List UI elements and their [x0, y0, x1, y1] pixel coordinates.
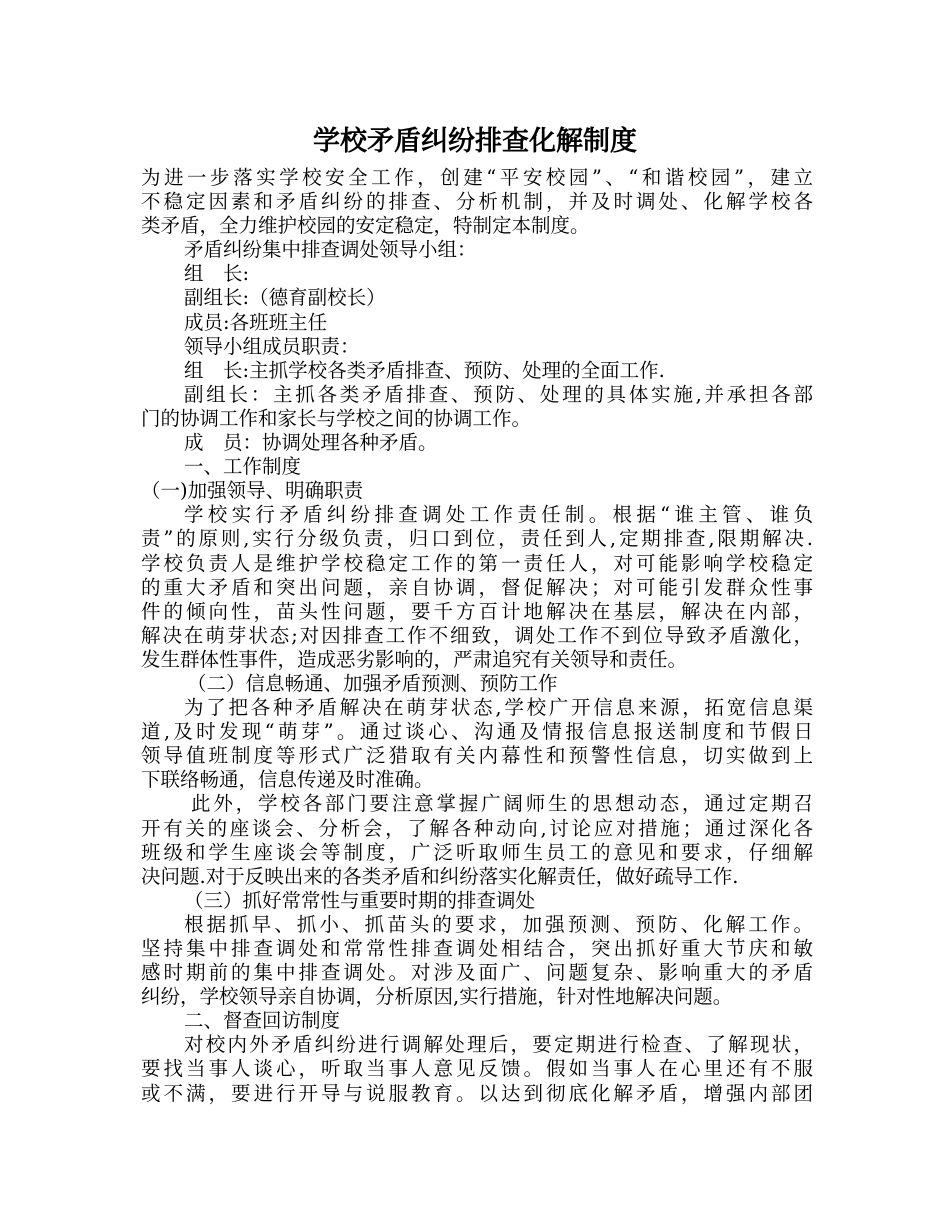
text-line: 领导小组成员职责：	[184, 334, 360, 358]
text-line: 解决在萌芽状态;对因排查工作不细致，调处工作不到位导致矛盾激化，	[141, 623, 813, 647]
text-line: 为了把各种矛盾解决在萌芽状态,学校广开信息来源，拓宽信息渠	[184, 696, 813, 720]
document-body	[141, 166, 813, 1106]
text-line: 不稳定因素和矛盾纠纷的排查、分析机制，并及时调处、化解学校各	[141, 190, 813, 214]
text-line: 开有关的座谈会、分析会，了解各种动向,讨论应对措施；通过深化各	[141, 816, 813, 840]
text-line: 类矛盾，全力维护校园的安定稳定，特制定本制度。	[141, 214, 590, 238]
text-line: 副组长:（德育副校长）	[184, 286, 386, 310]
text-line: 组 长:主抓学校各类矛盾排查、预防、处理的全面工作.	[184, 358, 665, 382]
text-line: 纠纷，学校领导亲自协调，分析原因,实行措施，针对性地解决问题。	[141, 985, 733, 1009]
text-line: 道,及时发现“萌芽”。通过谈心、沟通及情报信息报送制度和节假日	[141, 720, 813, 744]
text-line: 班级和学生座谈会等制度，广泛听取师生员工的意见和要求，仔细解	[141, 840, 813, 864]
text-line: 发生群体性事件，造成恶劣影响的，严肃追究有关领导和责任。	[141, 647, 688, 671]
text-line: 下联络畅通，信息传递及时准确。	[141, 768, 434, 792]
text-line: 感时期前的集中排查调处。对涉及面广、问题复杂、影响重大的矛盾	[141, 961, 813, 985]
subsection-heading: （一)加强领导、明确职责	[141, 479, 364, 503]
section-heading: 一、工作制度	[184, 455, 302, 479]
section-heading: 二、督查回访制度	[184, 1009, 341, 1033]
text-line: 件的倾向性，苗头性问题，要千方百计地解决在基层，解决在内部，	[141, 599, 813, 623]
text-line: 领导值班制度等形式广泛猎取有关内幕性和预警性信息，切实做到上	[141, 744, 813, 768]
subsection-heading: （二）信息畅通、加强矛盾预测、预防工作	[187, 671, 558, 695]
text-line: 根据抓早、抓小、抓苗头的要求，加强预测、预防、化解工作。	[184, 912, 813, 936]
text-line: 学校负责人是维护学校稳定工作的第一责任人，对可能影响学校稳定	[141, 551, 813, 575]
text-line: 门的协调工作和家长与学校之间的协调工作。	[141, 406, 532, 430]
text-line: 坚持集中排查调处和常常性排查调处相结合，突出抓好重大节庆和敏	[141, 937, 813, 960]
text-line: 责”的原则,实行分级负责，归口到位，责任到人,定期排查,限期解决.	[141, 527, 813, 551]
text-line: 学校实行矛盾纠纷排查调处工作责任制。根据“谁主管、谁负	[184, 503, 813, 527]
text-line: 要找当事人谈心，听取当事人意见反馈。假如当事人在心里还有不服	[141, 1057, 813, 1081]
text-line: 矛盾纠纷集中排查调处领导小组：	[184, 238, 477, 262]
text-line: 的重大矛盾和突出问题，亲自协调，督促解决；对可能引发群众性事	[141, 575, 813, 599]
text-line: 副组长：主抓各类矛盾排查、预防、处理的具体实施,并承担各部	[184, 382, 813, 406]
text-line: 或不满，要进行开导与说服教育。以达到彻底化解矛盾，增强内部团	[141, 1081, 813, 1105]
text-line: 为进一步落实学校安全工作，创建“平安校园”、“和谐校园”，建立	[141, 166, 813, 189]
document-title: 学校矛盾纠纷排查化解制度	[313, 126, 637, 157]
text-line: 此外，学校各部门要注意掌握广阔师生的思想动态，通过定期召	[191, 792, 813, 816]
text-line: 组 长:	[184, 262, 250, 286]
text-line: 成员:各班班主任	[184, 310, 328, 334]
subsection-heading: （三）抓好常常性与重要时期的排查调处	[184, 888, 536, 912]
text-line: 对校内外矛盾纠纷进行调解处理后，要定期进行检查、了解现状，	[184, 1033, 813, 1057]
text-line: 决问题.对于反映出来的各类矛盾和纠纷落实化解责任，做好疏导工作.	[141, 864, 739, 888]
text-line: 成 员：协调处理各种矛盾。	[184, 431, 438, 455]
